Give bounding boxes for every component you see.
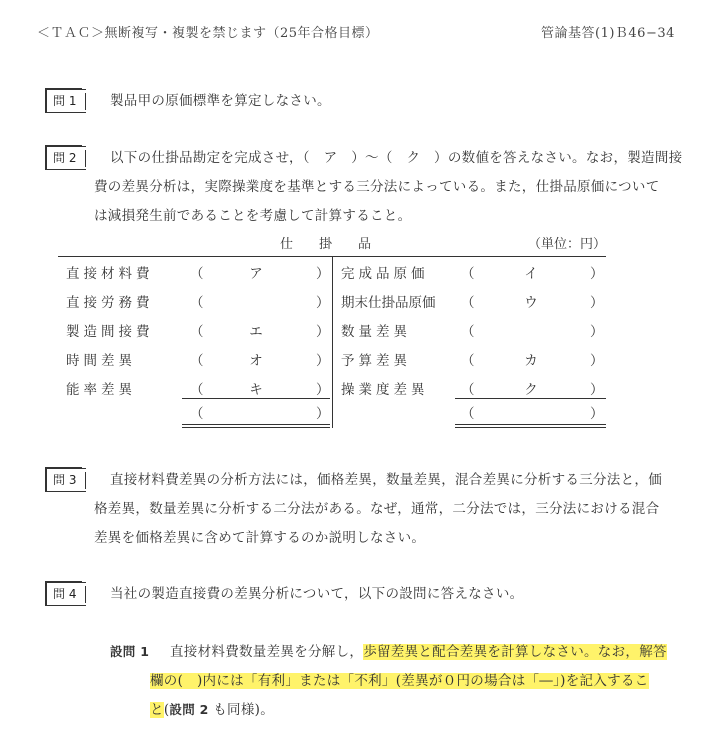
ledger-right-open-paren: （ [461, 266, 475, 282]
ledger-left-open-paren: （ [190, 382, 204, 398]
ledger-left-value: オ [249, 353, 263, 369]
q2-line-3: は減損発生前であることを考慮して計算すること。 [94, 208, 412, 224]
q3-label: 問 3 [46, 468, 86, 492]
right-total-top-rule [455, 398, 606, 399]
right-total-close: ） [590, 406, 604, 422]
ledger-left-value: エ [249, 324, 263, 340]
q2-label: 問 2 [46, 146, 86, 170]
sub1-line-1-highlight: 歩留差異と配合差異を計算しなさい。なお，解答 [363, 644, 667, 660]
ledger-right-open-paren: （ [461, 295, 475, 311]
ledger-left-open-paren: （ [190, 324, 204, 340]
header-left: ＜ＴＡＣ＞無断複写・複製を禁じます（25年合格目標） [37, 26, 379, 41]
ledger-right-label: 数量差異 [341, 324, 411, 340]
ledger-right-open-paren: （ [461, 382, 475, 398]
sub1-line-2-highlight: 欄の( )内には「有利」または「不利」(差異が０円の場合は「―」)を記入するこ [150, 673, 649, 689]
ledger-right-close-paren: ） [590, 266, 604, 282]
ledger-right-label: 予算差異 [341, 353, 411, 369]
ledger-right-label: 操業度差異 [341, 382, 429, 398]
ledger-left-label: 製造間接費 [66, 324, 154, 340]
q3-line-3: 差異を価格差異に含めて計算するのか説明しなさい。 [94, 530, 426, 546]
ledger-right-value: ク [524, 382, 538, 398]
right-total-open: （ [461, 406, 475, 422]
ledger-left-open-paren: （ [190, 295, 204, 311]
left-total-close: ） [316, 406, 330, 422]
q1-label: 問 1 [46, 89, 86, 113]
q3-line-2: 格差異，数量差異に分析する二分法がある。なぜ，通常，二分法では，三分法における混合 [94, 501, 660, 517]
ledger-left-close-paren: ） [316, 382, 330, 398]
sub1-line-3-open: ( [163, 702, 170, 718]
ledger-left-close-paren: ） [316, 295, 330, 311]
ledger-right-label: 期末仕掛品原価 [341, 295, 436, 311]
sub1-line-3 [150, 700, 274, 720]
left-total-open: （ [190, 406, 204, 422]
header-right: 管論基答(1)Ｂ46−34 [541, 26, 675, 41]
ledger-right-open-paren: （ [461, 324, 475, 340]
sub1-line-2 [150, 671, 649, 691]
left-total-double-1 [182, 424, 330, 425]
sub1-label: 設問 1 [110, 644, 150, 659]
q3-line-1: 直接材料費差異の分析方法には，価格差異，数量差異，混合差異に分析する三分法と，価 [110, 472, 662, 488]
q1-text: 製品甲の原価標準を算定しなさい。 [110, 93, 331, 109]
ledger-left-label: 直接労務費 [66, 295, 154, 311]
ledger-right-close-paren: ） [590, 295, 604, 311]
q2-line-2: 費の差異分析は，実際操業度を基準とする三分法によっている。また，仕掛品原価について [94, 179, 660, 195]
ledger-right-value: イ [524, 266, 538, 282]
sub1-line-1-plain: 直接材料費数量差異を分解し， [170, 644, 364, 660]
ledger-left-value: ア [249, 266, 263, 282]
ledger-left-close-paren: ） [316, 353, 330, 369]
left-total-top-rule [182, 398, 330, 399]
ledger-right-close-paren: ） [590, 382, 604, 398]
ledger-left-label: 直接材料費 [66, 266, 154, 282]
sub1-line-3-close: も同様)。 [208, 702, 274, 718]
ledger-right-label: 完成品原価 [341, 266, 429, 282]
ledger-left-open-paren: （ [190, 266, 204, 282]
ledger-right-close-paren: ） [590, 324, 604, 340]
sub1-line-3-ref: 設問 2 [169, 702, 209, 717]
ledger-left-value: キ [249, 382, 263, 398]
ledger-right-open-paren: （ [461, 353, 475, 369]
ledger-right-value: ウ [524, 295, 538, 311]
right-total-double-1 [455, 424, 606, 425]
ledger-right-value: カ [524, 353, 538, 369]
left-total-double-2 [182, 427, 330, 428]
ledger-left-label: 時間差異 [66, 353, 136, 369]
ledger-title: 仕 掛 品 [280, 237, 372, 252]
ledger-left-close-paren: ） [316, 324, 330, 340]
ledger-right-close-paren: ） [590, 353, 604, 369]
sub1-line-1 [170, 642, 667, 662]
right-total-double-2 [455, 427, 606, 428]
sub1-line-3-highlight: と [150, 702, 164, 718]
q4-label: 問 4 [46, 582, 86, 606]
ledger-unit: （単位：円） [528, 237, 607, 252]
ledger-left-label: 能率差異 [66, 382, 136, 398]
ledger-center-rule [332, 256, 333, 428]
q4-text: 当社の製造直接費の差異分析について，以下の設問に答えなさい。 [110, 586, 524, 602]
ledger-left-close-paren: ） [316, 266, 330, 282]
q2-line-1: 以下の仕掛品勘定を完成させ，（ ア ）〜（ ク ）の数値を答えなさい。なお，製造間接 [110, 150, 683, 166]
ledger-left-open-paren: （ [190, 353, 204, 369]
